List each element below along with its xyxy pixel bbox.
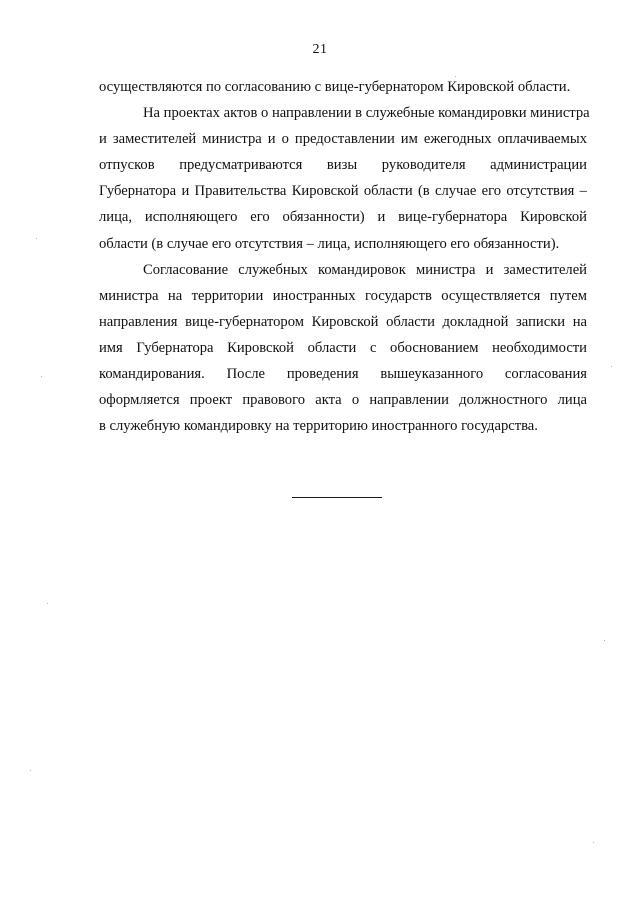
paragraph-3-line-6: оформляется проект правового акта о направлении должностного лица (99, 392, 587, 409)
scan-speck (41, 376, 42, 377)
paragraph-3-line-3: направления вице-губернатором Кировской области докладной записки на (99, 313, 587, 330)
paragraph-3-line-1: Согласование служебных командировок министра и заместителей (143, 261, 587, 278)
paragraph-1-line-1: осуществляются по согласованию с вице-губернатором Кировской области. (99, 79, 571, 95)
paragraph-3-line-5: командирования. После проведения вышеуказанного согласования (99, 366, 587, 383)
paragraph-3-line-2: министра на территории иностранных государств осуществляется путем (99, 287, 587, 304)
paragraph-2-line-5: лица, исполняющего его обязанности) и вице-губернатора Кировской (99, 209, 587, 226)
page-number: 21 (312, 42, 328, 57)
paragraph-3-line-7: в служебную командировку на территорию иностранного государства. (99, 418, 538, 435)
scan-speck (604, 640, 605, 641)
end-of-text-rule (292, 497, 382, 498)
paragraph-3-line-4: имя Губернатора Кировской области с обоснованием необходимости (99, 339, 587, 356)
scan-speck (455, 76, 456, 77)
scan-speck (36, 238, 37, 239)
scan-speck (30, 770, 31, 771)
paragraph-2-line-1: На проектах актов о направлении в служебные командировки министра (143, 105, 590, 122)
paragraph-2-line-4: Губернатора и Правительства Кировской области (в случае его отсутствия – (99, 183, 587, 200)
paragraph-2-line-2: и заместителей министра и о предоставлении им ежегодных оплачиваемых (99, 131, 587, 148)
scan-speck (611, 366, 612, 367)
paragraph-2-line-3: отпусков предусматриваются визы руководителя администрации (99, 157, 587, 174)
scan-speck (47, 603, 48, 604)
paragraph-2-line-6: области (в случае его отсутствия – лица, исполняющего его обязанности). (99, 235, 560, 252)
body-text (99, 74, 590, 439)
scan-speck (593, 842, 594, 843)
